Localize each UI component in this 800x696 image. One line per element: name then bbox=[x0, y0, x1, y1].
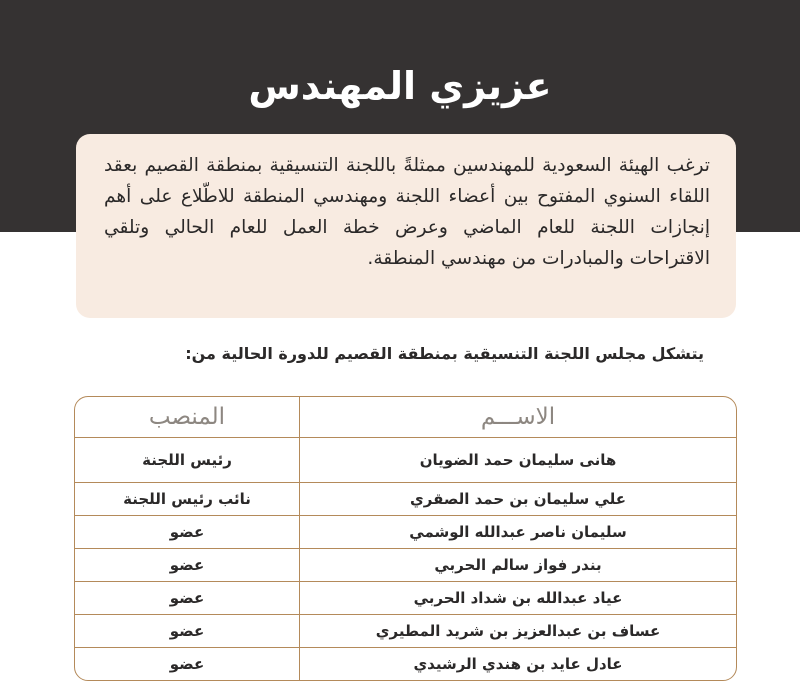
table-row bbox=[75, 615, 736, 648]
page-title: عزيزي المهندس bbox=[248, 64, 552, 108]
member-name: عادل عايد بن هندي الرشيدي bbox=[299, 648, 736, 680]
table-row bbox=[75, 648, 736, 680]
table-row bbox=[75, 549, 736, 582]
member-position: نائب رئيس اللجنة bbox=[75, 483, 299, 516]
column-header-position: المنصب bbox=[75, 397, 299, 438]
member-position: عضو bbox=[75, 516, 299, 549]
table-row bbox=[75, 582, 736, 615]
member-position: عضو bbox=[75, 549, 299, 582]
member-name: سليمان ناصر عبدالله الوشمي bbox=[299, 516, 736, 549]
member-position: عضو bbox=[75, 582, 299, 615]
committee-heading: يتشكل مجلس اللجنة التنسيقية بمنطقة القصيم للدورة الحالية من: bbox=[185, 344, 704, 363]
member-position: عضو bbox=[75, 615, 299, 648]
table-row bbox=[75, 483, 736, 516]
intro-box bbox=[76, 134, 736, 318]
member-name: عساف بن عبدالعزيز بن شريد المطيري bbox=[299, 615, 736, 648]
member-name: عياد عبدالله بن شداد الحربي bbox=[299, 582, 736, 615]
table-row bbox=[75, 438, 736, 483]
member-position: رئيس اللجنة bbox=[75, 438, 299, 483]
member-name: علي سليمان بن حمد الصقري bbox=[299, 483, 736, 516]
member-position: عضو bbox=[169, 655, 205, 673]
committee-table bbox=[74, 396, 737, 681]
member-name: هانى سليمان حمد الضويان bbox=[299, 438, 736, 483]
table-row bbox=[75, 516, 736, 549]
member-name: بندر فواز سالم الحربي bbox=[299, 549, 736, 582]
table-header-row bbox=[75, 397, 736, 438]
intro-paragraph: ترغب الهيئة السعودية للمهندسين ممثلةً باللجنة التنسيقية بمنطقة القصيم بعقد اللقاء السنوي المفتوح بين أعضاء اللجنة ومهندسي المنطقة للاطّلاع على أهم إنجازات اللجنة للعام الماضي وعرض خطة العمل للعام الحالي وتلقي الاقتراحات والمبادرات من مهندسي المنطقة. bbox=[104, 155, 710, 269]
column-header-name: الاســـم bbox=[299, 397, 736, 438]
